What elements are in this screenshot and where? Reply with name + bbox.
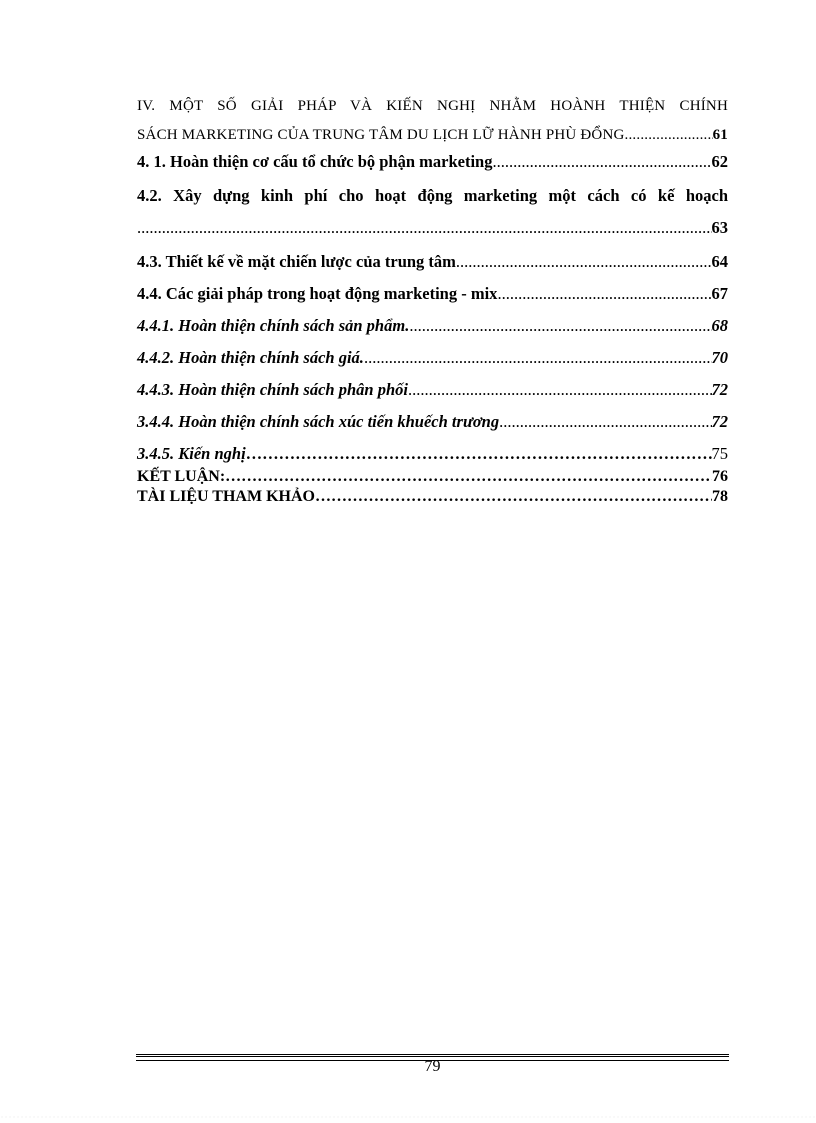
toc-section-iv-line1: IV. MỘT SỐ GIẢI PHÁP VÀ KIẾN NGHỊ NHẰM HOÀNH THIỆN CHÍNH xyxy=(137,98,728,114)
toc-entry-title: KẾT LUẬN: xyxy=(137,468,226,485)
toc-entry-title: 4.3. Thiết kế về mặt chiến lược của trung tâm xyxy=(137,252,456,271)
toc-entry-3-4-4[interactable] xyxy=(137,412,728,444)
toc-entry-4-2[interactable] xyxy=(137,186,728,252)
toc-entry-ket-luan[interactable] xyxy=(137,468,728,488)
dot-leader xyxy=(137,218,712,238)
toc-entry-title: 3.4.5. Kiến nghị xyxy=(137,444,246,463)
dot-leader xyxy=(492,152,711,172)
toc-entry-4-2-leader-line xyxy=(137,218,728,252)
toc-section-iv[interactable] xyxy=(137,92,728,150)
toc-page-number: 64 xyxy=(711,252,728,271)
dot-leader xyxy=(408,380,712,400)
toc-entry-tai-lieu-tham-khao[interactable] xyxy=(137,488,728,508)
toc-entry-title: 4.4. Các giải pháp trong hoạt động marketing - mix xyxy=(137,284,498,303)
toc-entry-4-4-3[interactable] xyxy=(137,380,728,412)
toc-page-number: 63 xyxy=(711,218,728,237)
toc-page-number: 78 xyxy=(712,488,728,505)
toc-page-number: 72 xyxy=(711,380,728,399)
toc-page-number: 62 xyxy=(711,152,728,171)
toc-page-number: 72 xyxy=(711,412,728,431)
toc-page-number: 75 xyxy=(711,444,728,463)
toc-page-number: 76 xyxy=(712,468,728,485)
toc-page-number: 68 xyxy=(711,316,728,335)
toc-entry-4-4[interactable] xyxy=(137,284,728,316)
toc-section-iv-title-cont: SÁCH MARKETING CỦA TRUNG TÂM DU LỊCH LỮ HÀNH PHÙ ĐỔNG xyxy=(137,127,625,143)
toc-section-iv-line2 xyxy=(137,121,728,150)
toc-entry-title: 4.2. Xây dựng kinh phí cho hoạt động marketing một cách có kế hoạch xyxy=(137,186,728,205)
toc-page-number: 70 xyxy=(711,348,728,367)
toc-entry-4-4-1[interactable] xyxy=(137,316,728,348)
dot-leader xyxy=(409,316,711,336)
dot-leader xyxy=(364,348,712,368)
dot-leader xyxy=(625,121,713,150)
page-number: 79 xyxy=(424,1058,441,1075)
table-of-contents xyxy=(137,92,728,508)
footer-rule-middle-line xyxy=(136,1056,729,1057)
toc-entry-3-4-5[interactable] xyxy=(137,444,728,468)
toc-entry-title: 4. 1. Hoàn thiện cơ cấu tổ chức bộ phận marketing xyxy=(137,152,493,171)
dot-leader xyxy=(225,468,712,486)
toc-page-number: 67 xyxy=(711,284,728,303)
dot-leader xyxy=(246,444,712,464)
toc-entry-title: 4.4.2. Hoàn thiện chính sách giá. xyxy=(137,348,364,367)
dot-leader xyxy=(315,488,712,506)
toc-entry-title: TÀI LIỆU THAM KHẢO xyxy=(137,488,315,505)
page-edge-dots xyxy=(0,1116,816,1118)
dot-leader xyxy=(456,252,712,272)
dot-leader xyxy=(499,412,711,432)
toc-entry-4-3[interactable] xyxy=(137,252,728,284)
toc-entry-4-1[interactable] xyxy=(137,152,728,182)
toc-entry-title: 3.4.4. Hoàn thiện chính sách xúc tiến khuếch trương xyxy=(137,412,500,431)
toc-entry-title: 4.4.3. Hoàn thiện chính sách phân phối xyxy=(137,380,408,399)
toc-entry-4-4-2[interactable] xyxy=(137,348,728,380)
toc-entry-title: 4.4.1. Hoàn thiện chính sách sản phẩm. xyxy=(137,316,410,335)
toc-page-number: 61 xyxy=(712,127,728,143)
dot-leader xyxy=(497,284,711,304)
